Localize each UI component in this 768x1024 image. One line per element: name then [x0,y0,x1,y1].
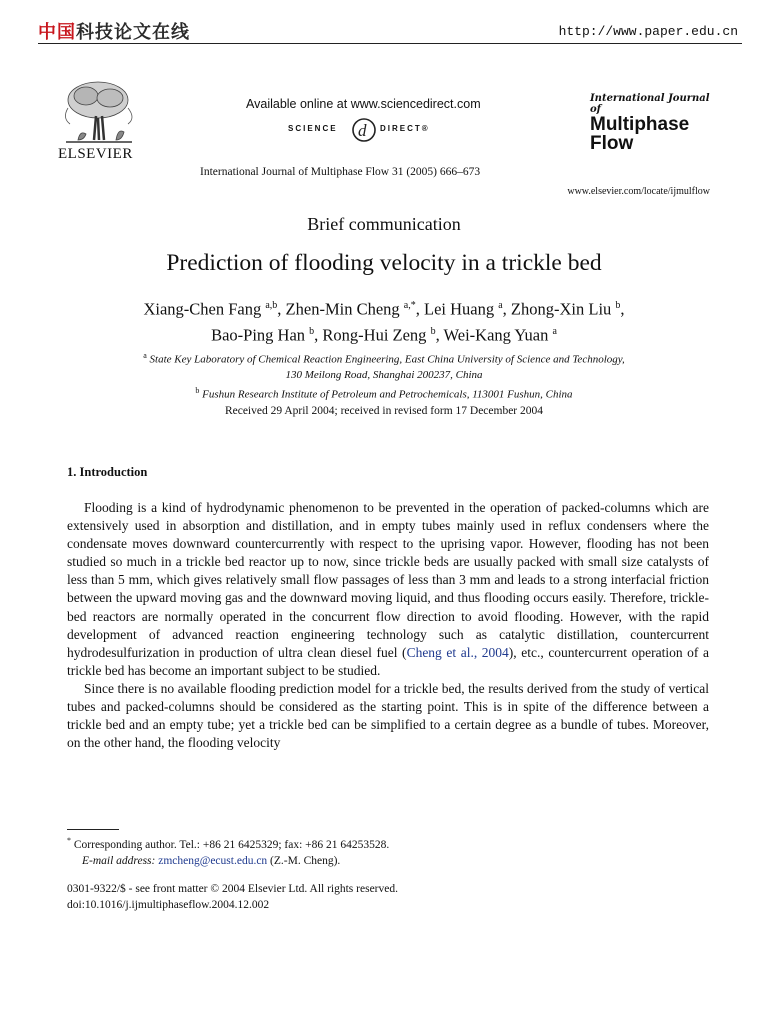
journal-citation: International Journal of Multiphase Flow 31 (2005) 666–673 [200,166,481,178]
email-note [67,853,389,869]
author-affiliation-mark: b [615,300,621,311]
author-name: Lei Huang [423,299,495,319]
affiliation-text: Fushun Research Institute of Petroleum and Petrochemicals, 113001 Fushun, China [202,388,573,401]
corresponding-author-note [67,833,389,853]
article-type: Brief communication [307,214,461,234]
author-affiliation-mark: a [552,325,557,337]
site-logo-dark-text: 科技论文在线 [76,22,190,43]
author-list: Xiang-Chen Fang $^{a,b}$, Zhen-Min Cheng $^{a,*}$, Lei Huang $^a$, Zhong-Xin Liu $^b$, Bao-Ping Han $^b$, Rong-Hui Zeng $^b$, Wei-Kang Yuan $^a$ [143,299,625,344]
section-heading: 1. Introduction [67,465,148,479]
publisher-name: ELSEVIER [58,146,133,162]
sciencedirect-left-text: SCIENCE [288,124,338,133]
email-suffix: (Z.-M. Cheng). [270,854,341,867]
copyright-block [67,882,398,913]
author-affiliation-mark: a,* [403,300,416,311]
affiliation-mark: a [143,351,147,360]
journal-homepage-link[interactable]: www.elsevier.com/locate/ijmulflow [567,186,710,197]
paragraph-text: ), etc., countercurrent operation of a trickle bed has become an important subject to be studied. [67,644,709,678]
site-logo[interactable] [38,18,190,44]
email-label: E-mail address: [82,854,156,867]
affiliation-text: 130 Meilong Road, Shanghai 200237, China [285,368,483,381]
header-divider [38,43,742,44]
affiliations [60,348,708,402]
elsevier-tree-icon [58,78,140,150]
citation-link[interactable]: Cheng et al., 2004 [406,644,509,660]
author-name: Rong-Hui Zeng [322,325,427,344]
affiliation-a [60,348,708,383]
author-affiliation-mark: b [309,325,315,337]
journal-logo-line3: Flow [590,133,634,154]
affiliation-text: State Key Laboratory of Chemical Reaction Engineering, East China University of Science and Technology, [149,353,625,366]
site-logo-red-text: 中国 [38,22,76,43]
author-affiliation-mark: a [498,300,503,311]
paragraph-text: Flooding is a kind of hydrodynamic phenomenon to be prevented in the operation of packed-columns which are extensively used in absorption and distillation, and in empty tubes mainly used in reflux condensers where the condensate moves downward countercurrently with respect to the uprising vapor. However, flooding has not been studied so much in a trickle bed reactor up to now, since trickle beds are usually packed with small size catalysts of less than 5 mm, which gives relatively small flow passages of less than 3 mm and leads to a strong interfacial friction between the upward moving gas and the downward moving liquid, and thus flooding occurs easily. Therefore, trickle-bed reactors are normally operated in the concurrent flow direction to avoid flooding. However, with the rapid development of advanced reaction engineering technology such as catalytic distillation, countercurrent hydrodesulfurization in production of ultra clean diesel fuel ( [67,500,709,660]
doi-line[interactable]: doi:10.1016/j.ijmultiphaseflow.2004.12.002 [67,898,270,911]
svg-text:d: d [358,121,367,140]
footnote-divider [67,829,119,830]
author-name: Wei-Kang Yuan [443,325,549,344]
footnote-mark: * [67,836,71,845]
affiliation-mark: b [195,385,200,395]
journal-logo-line2: Multiphase [590,114,690,135]
paragraph [67,499,709,680]
article-title: Prediction of flooding velocity in a trickle bed [166,250,602,276]
author-name: Xiang-Chen Fang [143,299,262,319]
footnotes [67,833,389,869]
copyright-line: 0301-9322/$ - see front matter © 2004 Elsevier Ltd. All rights reserved. [67,883,398,895]
author-affiliation-mark: b [430,325,436,337]
journal-logo-line1: International Journal of [590,93,710,115]
received-dates: Received 29 April 2004; received in revised form 17 December 2004 [224,405,544,417]
sciencedirect-d-icon [350,114,378,144]
body-text [67,499,709,752]
paragraph: Since there is no available flooding prediction model for a trickle bed, the results derived from the study of vertical tubes and packed-columns should be considered as the starting point. This is in spite of the difference between a trickle bed and an empty tube; yet a trickle bed can be simplified to a certain degree as a bundle of tubes. Moreover, on the other hand, the flooding velocity [67,680,709,751]
email-link[interactable]: zmcheng@ecust.edu.cn [158,854,268,867]
author-name: Bao-Ping Han [211,325,306,344]
available-online-text: Available online at www.sciencedirect.com [246,97,481,111]
journal-logo [590,93,720,153]
corresponding-author-text: Corresponding author. Tel.: +86 21 6425329; fax: +86 21 64253528. [73,838,390,851]
sciencedirect-logo [288,114,448,146]
affiliation-b [60,383,708,403]
site-url[interactable]: http://www.paper.edu.cn [558,24,738,39]
author-affiliation-mark: a,b [265,300,278,311]
author-name: Zhong-Xin Liu [510,299,612,319]
sciencedirect-right-text: DIRECT® [380,124,430,133]
site-header [38,16,742,44]
author-name: Zhen-Min Cheng [285,299,400,319]
